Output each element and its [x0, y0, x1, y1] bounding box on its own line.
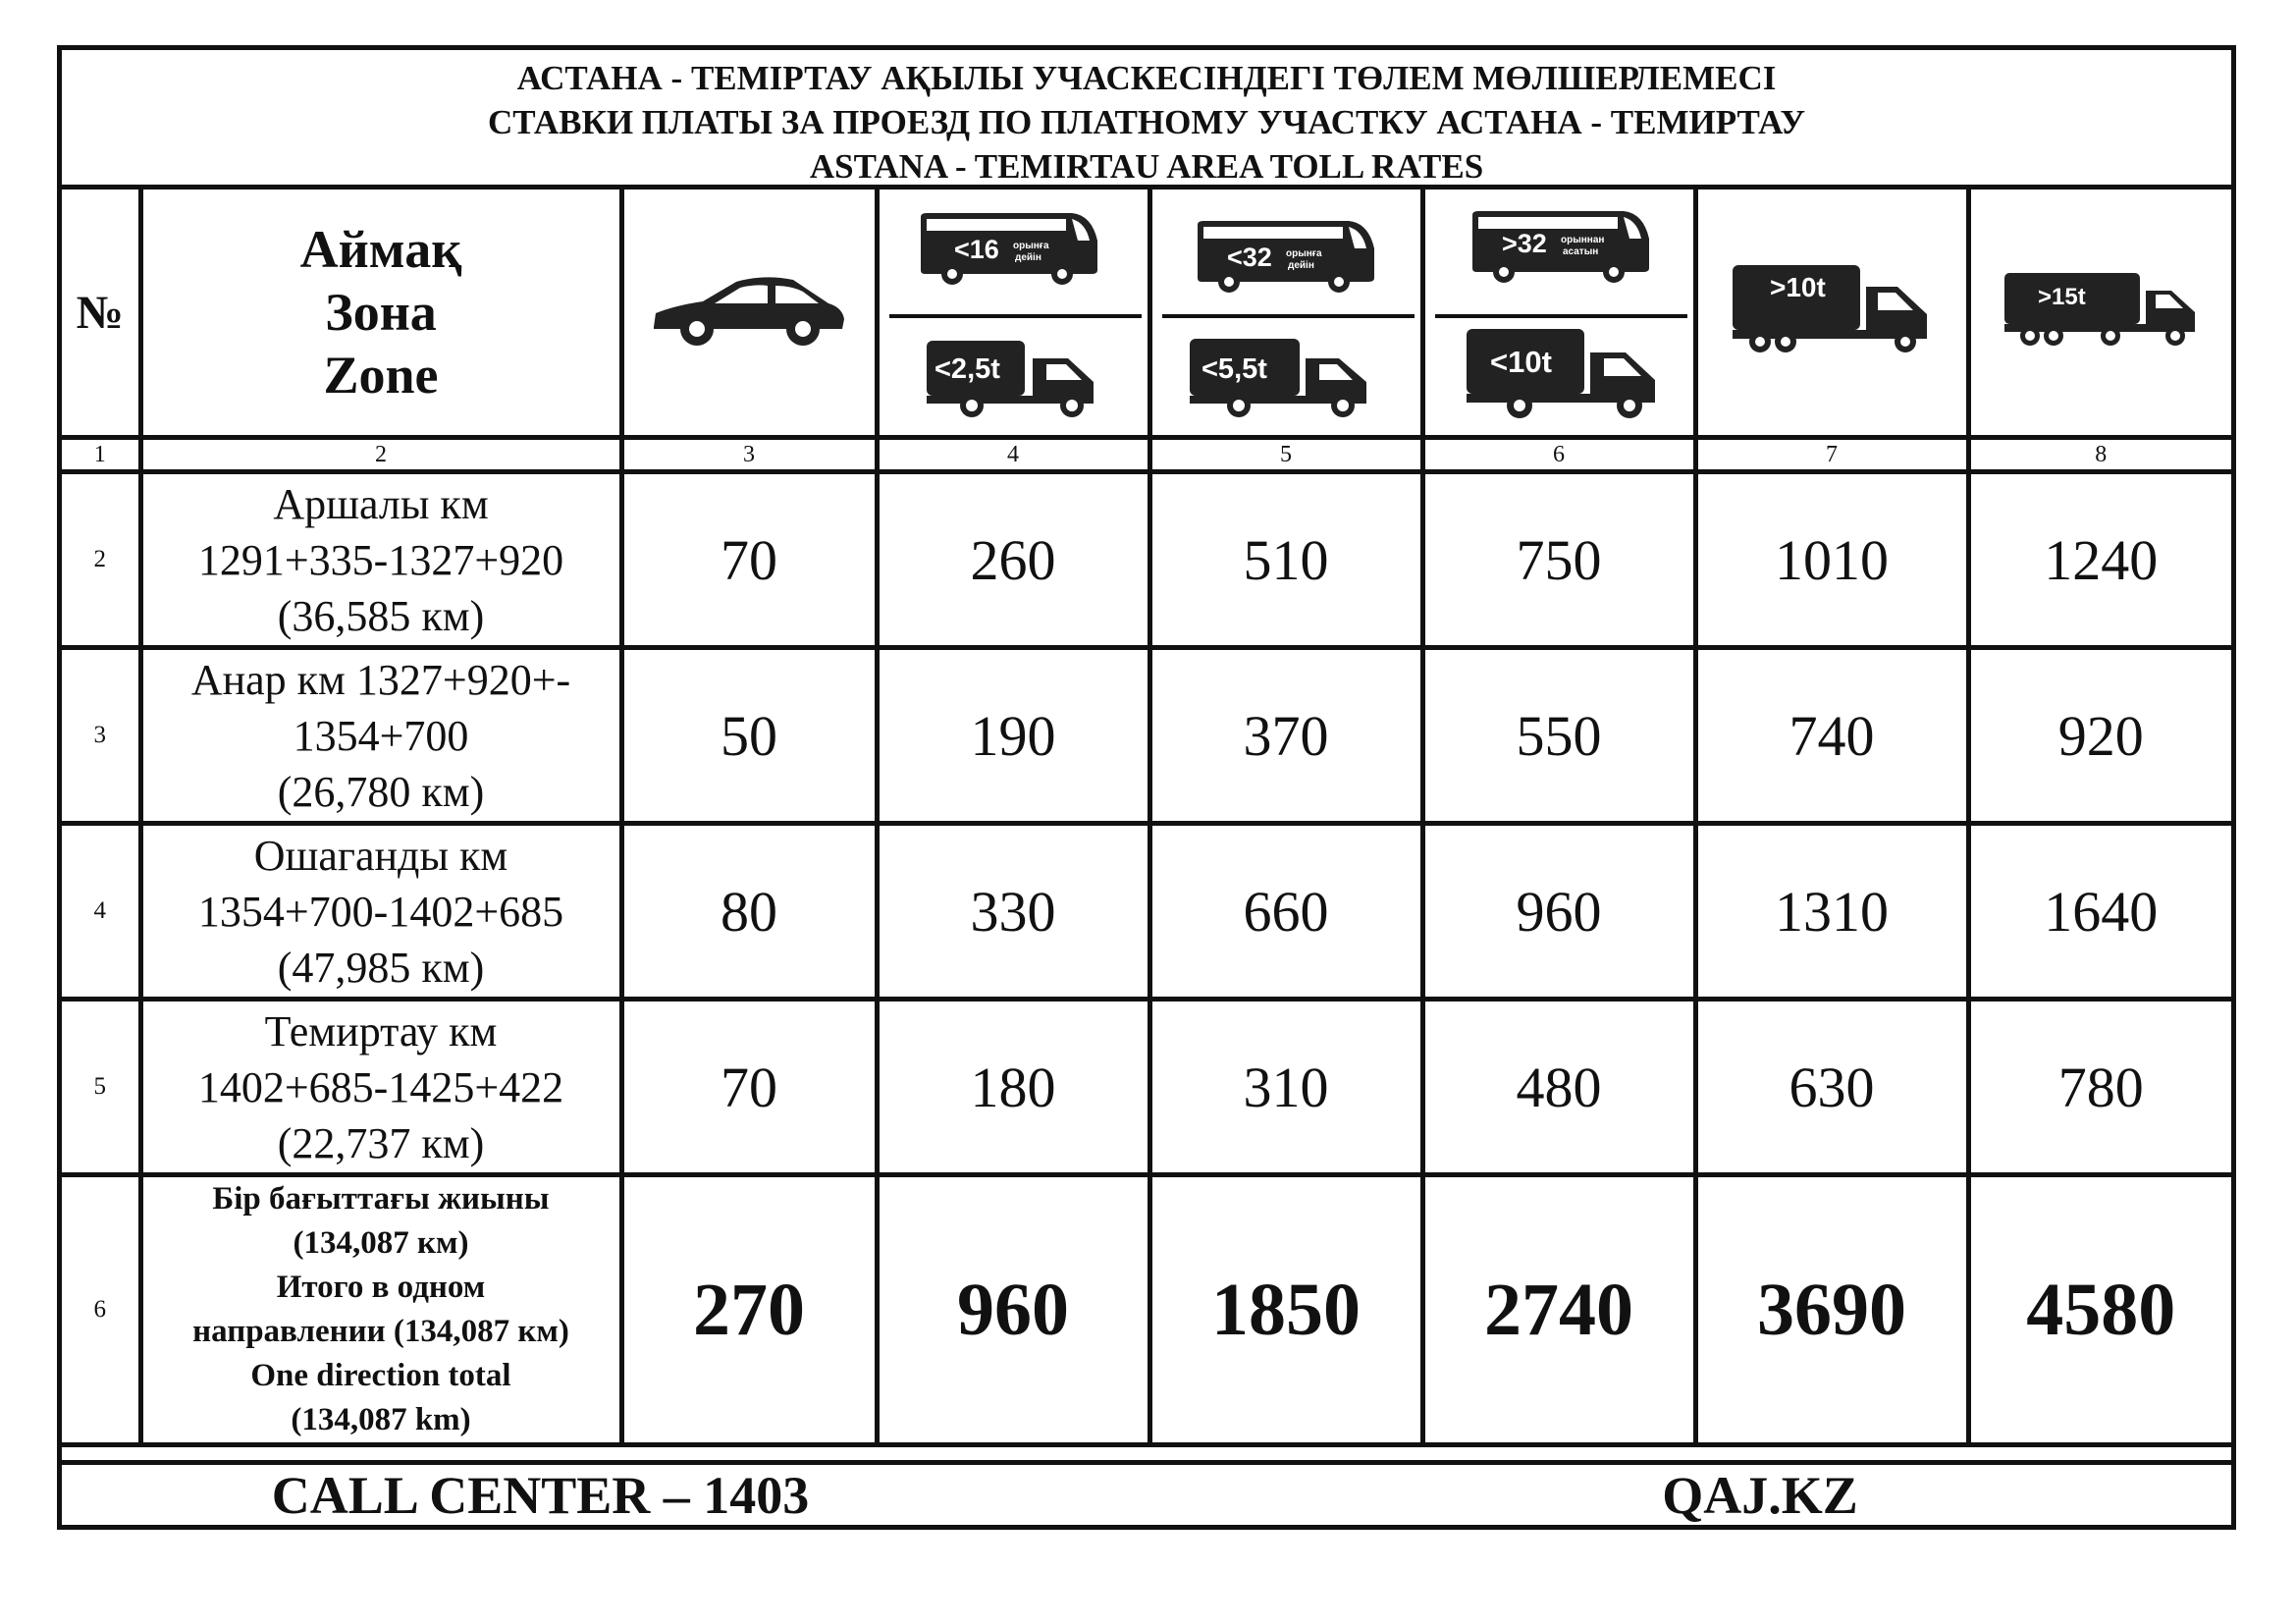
truck-weight-label: <5,5t	[1201, 353, 1267, 385]
bus-capacity-label: >32	[1501, 229, 1547, 258]
header-vehicle-class-5	[1149, 189, 1422, 438]
bus-capacity-label: <16	[953, 235, 999, 264]
column-number: 8	[1968, 438, 2231, 472]
zone-name: Аршалы км	[273, 479, 489, 528]
zone-range: 1291+335-1327+920	[197, 535, 564, 584]
truck-weight-label: >10t	[1770, 271, 1826, 302]
table-row	[62, 1000, 2231, 1175]
total-row	[62, 1175, 2231, 1445]
header-zone-kz: Аймақ	[299, 220, 462, 279]
vehicle-divider	[889, 314, 1142, 318]
toll-rates-sheet	[57, 45, 2236, 1530]
table-row	[62, 472, 2231, 648]
truck-icon	[1188, 337, 1374, 419]
toll-value: 750	[1422, 472, 1695, 648]
zone-range: 1354+700-1402+685	[197, 887, 564, 936]
header-zone-en: Zone	[323, 346, 439, 405]
toll-value: 660	[1149, 824, 1422, 1000]
total-value: 1850	[1149, 1175, 1422, 1445]
toll-value: 550	[1422, 648, 1695, 824]
website-text: QAJ.KZ	[1662, 1466, 1858, 1525]
toll-value: 190	[877, 648, 1149, 824]
column-number: 1	[62, 438, 140, 472]
toll-value: 260	[877, 472, 1149, 648]
toll-value: 1010	[1695, 472, 1968, 648]
column-number: 7	[1695, 438, 1968, 472]
toll-value: 1310	[1695, 824, 1968, 1000]
bus-icon	[1467, 209, 1653, 284]
toll-value: 1640	[1968, 824, 2231, 1000]
truck-weight-label: <10t	[1489, 345, 1552, 379]
total-label	[140, 1175, 621, 1445]
total-value: 270	[621, 1175, 877, 1445]
total-label-ru: Итого в одном	[276, 1270, 486, 1305]
toll-value: 510	[1149, 472, 1422, 648]
zone-length: (36,585 км)	[277, 591, 485, 640]
toll-value: 330	[877, 824, 1149, 1000]
toll-value: 180	[877, 1000, 1149, 1175]
row-number: 2	[62, 472, 140, 648]
bus-capacity-note-2: дейін	[1287, 260, 1314, 271]
column-number: 3	[621, 438, 877, 472]
row-number: 5	[62, 1000, 140, 1175]
zone-length: (26,780 км)	[277, 767, 485, 816]
header-zone	[140, 189, 621, 438]
title-kazakh: АСТАНА - ТЕМІРТАУ АҚЫЛЫ УЧАСКЕСІНДЕГІ ТӨЛЕМ МӨЛШЕРЛЕМЕСІ	[516, 59, 1777, 97]
bus-capacity-note-1: орыннан	[1560, 235, 1604, 245]
column-number: 2	[140, 438, 621, 472]
footer	[62, 1460, 2231, 1525]
toll-value: 70	[621, 1000, 877, 1175]
zone-length: (22,737 км)	[277, 1118, 485, 1167]
header-row	[62, 189, 2231, 438]
bus-capacity-label: <32	[1226, 243, 1272, 272]
toll-value: 630	[1695, 1000, 1968, 1175]
truck-icon	[1731, 263, 1933, 357]
header-vehicle-class-4	[877, 189, 1149, 438]
header-vehicle-class-6	[1422, 189, 1695, 438]
header-vehicle-class-3	[621, 189, 877, 438]
bus-capacity-note-1: орынға	[1012, 241, 1049, 251]
zone-length: (47,985 км)	[277, 943, 485, 992]
call-center-text: CALL CENTER – 1403	[271, 1466, 810, 1525]
zone-range: 1354+700	[293, 711, 469, 760]
total-label-kz-length: (134,087 км)	[293, 1225, 469, 1261]
row-number: 4	[62, 824, 140, 1000]
title-block	[62, 50, 2231, 189]
zone-range: 1402+685-1425+422	[197, 1062, 564, 1111]
zone-cell	[140, 472, 621, 648]
truck-icon	[925, 339, 1101, 419]
total-label-en: One direction total	[250, 1358, 511, 1393]
zone-cell	[140, 1000, 621, 1175]
toll-value: 50	[621, 648, 877, 824]
total-value: 2740	[1422, 1175, 1695, 1445]
header-zone-ru: Зона	[325, 283, 437, 342]
toll-rates-table	[62, 189, 2231, 1447]
toll-value: 1240	[1968, 472, 2231, 648]
bus-icon	[915, 211, 1101, 286]
zone-name: Темиртау км	[264, 1006, 498, 1056]
header-vehicle-class-7	[1695, 189, 1968, 438]
truck-icon	[1465, 327, 1661, 421]
row-number: 3	[62, 648, 140, 824]
truck-weight-label: <2,5t	[934, 353, 1000, 385]
truck-weight-label: >15t	[2038, 283, 2086, 310]
toll-value: 80	[621, 824, 877, 1000]
column-number-row	[62, 438, 2231, 472]
total-label-en-length: (134,087 km)	[291, 1402, 471, 1437]
zone-name: Анар км 1327+920+-	[190, 655, 571, 704]
bus-capacity-note-2: асатын	[1562, 246, 1598, 257]
row-number: 6	[62, 1175, 140, 1445]
toll-value: 480	[1422, 1000, 1695, 1175]
total-value: 3690	[1695, 1175, 1968, 1445]
toll-value: 780	[1968, 1000, 2231, 1175]
column-number: 6	[1422, 438, 1695, 472]
header-number: №	[62, 189, 140, 438]
total-label-kz: Бір бағыттағы жиыны	[212, 1181, 550, 1217]
title-english: ASTANA - TEMIRTAU AREA TOLL RATES	[809, 147, 1484, 186]
zone-cell	[140, 648, 621, 824]
toll-value: 920	[1968, 648, 2231, 824]
bus-capacity-note-1: орынға	[1285, 248, 1322, 259]
table-row	[62, 824, 2231, 1000]
toll-value: 370	[1149, 648, 1422, 824]
total-value: 960	[877, 1175, 1149, 1445]
zone-cell	[140, 824, 621, 1000]
column-number: 4	[877, 438, 1149, 472]
bus-capacity-note-2: дейін	[1014, 252, 1041, 263]
toll-value: 70	[621, 472, 877, 648]
table-row	[62, 648, 2231, 824]
vehicle-divider	[1435, 314, 1687, 318]
vehicle-divider	[1162, 314, 1415, 318]
truck-icon	[2002, 271, 2199, 350]
toll-value: 740	[1695, 648, 1968, 824]
column-number: 5	[1149, 438, 1422, 472]
total-value: 4580	[1968, 1175, 2231, 1445]
header-vehicle-class-8	[1968, 189, 2231, 438]
title-russian: СТАВКИ ПЛАТЫ ЗА ПРОЕЗД ПО ПЛАТНОМУ УЧАСТКУ АСТАНА - ТЕМИРТАУ	[487, 103, 1806, 141]
total-label-ru-length: направлении (134,087 км)	[192, 1314, 569, 1349]
toll-value: 960	[1422, 824, 1695, 1000]
car-icon	[646, 266, 852, 354]
zone-name: Ошаганды км	[253, 831, 508, 880]
toll-value: 310	[1149, 1000, 1422, 1175]
bus-icon	[1192, 219, 1378, 294]
